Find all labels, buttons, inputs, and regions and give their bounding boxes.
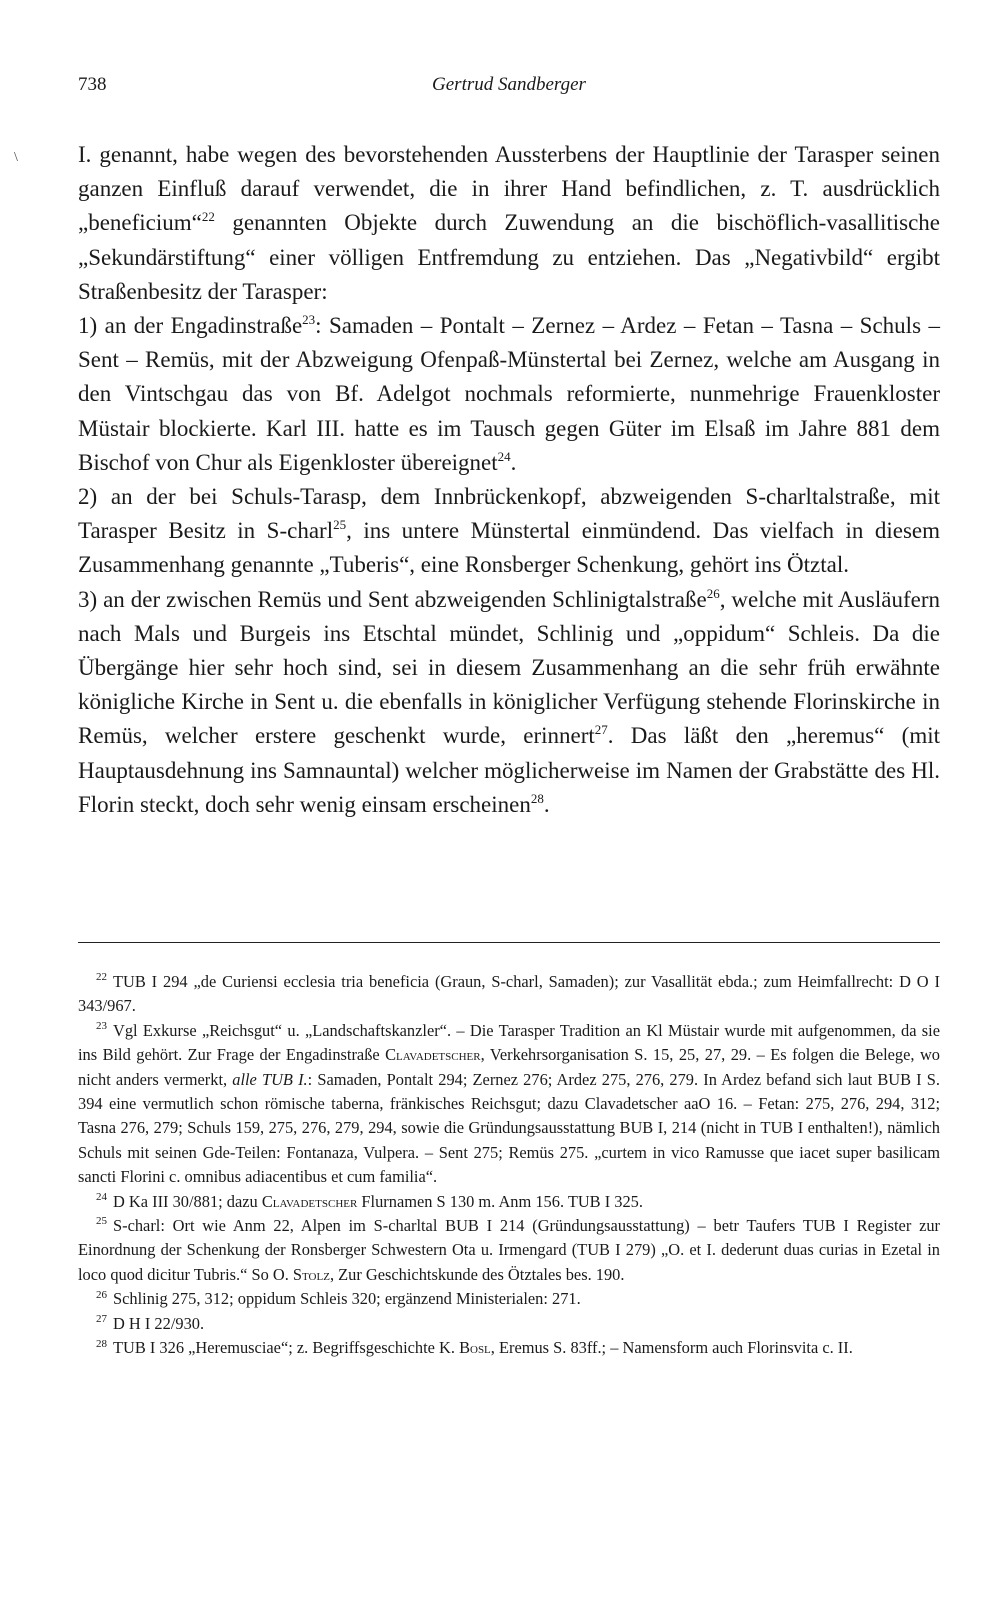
footnote-26: $^{26}$ Schlinig 275, 312; oppidum Schleis 320; ergänzend Ministerialen: 271.	[96, 1288, 581, 1309]
margin-mark: \	[14, 150, 18, 165]
footnote-divider	[78, 942, 940, 943]
footnote-22: $^{22}$ TUB I 294 „de Curiensi ecclesia tria beneficia (Graun, S-charl, Samaden); zur Vasallität ebda.; zum Heimfallrecht: D O I 343/967.	[78, 971, 940, 1016]
main-text	[78, 138, 940, 822]
running-title: Gertrud Sandberger	[432, 74, 586, 95]
paragraph-item-3: 3) an der zwischen Remüs und Sent abzweigenden Schlinigtalstraße$^{26}$, welche mit Ausläufern nach Mals und Burgeis ins Etschtal mündet, Schlinig und „oppidum“ Schleis. Da die Übergänge hier sehr hoch sind, sei in diesem Zusammenhang an die sehr früh erwähnte königliche Kirche in Sent u. die ebenfalls in königlicher Verfügung stehende Florinskirche in Remüs, welcher erstere geschenkt wurde, erinnert$^{27}$. Das läßt den „heremus“ (mit Hauptausdehnung ins Samnauntal) welcher möglicherweise im Namen der Grabstätte des Hl. Florin steckt, doch sehr wenig einsam erscheinen$^{28}$.	[78, 585, 940, 817]
footnote-ref-22[interactable]: 22	[201, 209, 215, 225]
footnote-24: $^{24}$ D Ka III 30/881; dazu Clavadetscher Flurnamen S 130 m. Anm 156. TUB I 325.	[96, 1191, 643, 1211]
running-header	[78, 74, 940, 102]
paragraph-item-2: 2) an der bei Schuls-Tarasp, dem Innbrückenkopf, abzweigenden S-charltalstraße, mit Tarasper Besitz in S-charl$^{25}$, ins untere Münstertal einmündend. Das vielfach in diesem Zusammenhang genannte „Tuberis“, eine Ronsberger Schenkung, gehört ins Ötztal.	[78, 484, 940, 578]
footnote-27: $^{27}$ D H I 22/930.	[96, 1313, 205, 1333]
footnotes	[78, 970, 940, 1361]
footnote-23: $^{23}$ Vgl Exkurse „Reichsgut“ u. „Landschaftskanzler“. – Die Tarasper Tradition an Kl Müstair wurde mit aufgenommen, da sie ins Bild gehört. Zur Frage der Engadinstraße Clavadetscher, Verkehrsorganisation S. 15, 25, 27, 29. – Es folgen die Belege, wo nicht anders vermerkt, alle TUB I.: Samaden, Pontalt 294; Zernez 276; Ardez 275, 276, 279. In Ardez befand sich laut BUB I S. 394 eine vermutlich schon römische taberna, fränkisches Reichsgut; dazu Clavadetscher aaO 16. – Fetan: 275, 276, 294, 312; Tasna 276, 279; Schuls 159, 275, 276, 279, 294, sowie die Gründungsausstattung BUB I, 214 (nicht in TUB I enthalten!), nämlich Schuls mit seinen Gde-Teilen: Fontanaza, Vulpera. – Sent 275; Remüs 275. „curtem in vico Ramusse que iacet super basilicam sancti Florini c. omnibus adiacentibus et cum familia“.	[78, 1020, 940, 1187]
footnote-ref-25[interactable]: 25	[333, 517, 347, 533]
footnote-25: $^{25}$ S-charl: Ort wie Anm 22, Alpen im S-charltal BUB I 214 (Gründungsausstattung) – betr Taufers TUB I Register zur Einordnung der Schenkung der Ronsberger Schwestern Ota u. Irmengard (TUB I 279) „O. et I. dederunt duas curias in Ezetal in loco quod dicitur Tubris.“ So O. Stolz, Zur Geschichtskunde des Ötztales bes. 190.	[78, 1215, 940, 1284]
footnote-ref-27[interactable]: 27	[594, 722, 608, 738]
footnote-ref-28[interactable]: 28	[530, 790, 544, 806]
paragraph-item-1: 1) an der Engadinstraße$^{23}$: Samaden – Pontalt – Zernez – Ardez – Fetan – Tasna – Schuls – Sent – Remüs, mit der Abzweigung Ofenpaß-Münstertal bei Zernez, welche am Ausgang in den Vintschgau das von Bf. Adelgot nochmals reformierte, nunmehrige Frauenkloster Müstair blockierte. Karl III. hatte es im Tausch gegen Güter im Elsaß im Jahre 881 dem Bischof von Chur als Eigenkloster übereignet$^{24}$.	[78, 311, 940, 475]
paragraph-intro: I. genannt, habe wegen des bevorstehenden Aussterbens der Hauptlinie der Tarasper seinen ganzen Einfluß darauf verwendet, die in ihrer Hand befindlichen, z. T. ausdrücklich „beneficium“$^{22}$ genannten Objekte durch Zuwendung an die bischöflich-vasallitische „Sekundärstiftung“ einer völligen Entfremdung zu entziehen. Das „Negativbild“ ergibt Straßenbesitz der Tarasper:	[78, 142, 940, 304]
footnote-ref-23[interactable]: 23	[302, 311, 316, 327]
footnote-ref-26[interactable]: 26	[706, 585, 720, 601]
page-number: 738	[78, 74, 107, 95]
footnote-28: $^{28}$ TUB I 326 „Heremusciae“; z. Begriffsgeschichte K. Bosl, Eremus S. 83ff.; – Namensform auch Florinsvita c. II.	[96, 1337, 853, 1358]
footnote-ref-24[interactable]: 24	[497, 448, 511, 464]
